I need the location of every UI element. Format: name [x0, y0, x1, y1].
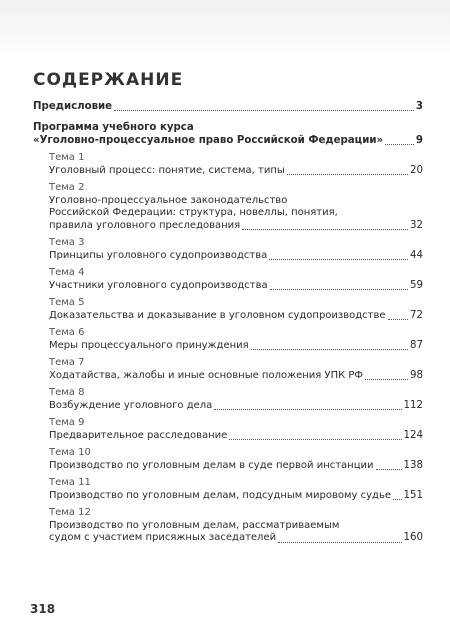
- program-page: 9: [415, 135, 423, 146]
- top-bleed-through: [0, 0, 450, 60]
- topic-title-line: Производство по уголовным делам, подсудным мировому судье: [49, 489, 392, 501]
- toc-entry-preface: [33, 100, 423, 113]
- topic-title-line: Принципы уголовного судопроизводства: [49, 249, 268, 261]
- topic-label: Тема 9: [49, 417, 85, 428]
- leader-dots: [270, 288, 408, 290]
- topic-title-line: Доказательства и доказывание в уголовном судопроизводстве: [49, 309, 386, 321]
- topic-page: 87: [410, 339, 423, 351]
- toc-entry-topic: [49, 152, 423, 177]
- toc-entry-topic: [49, 447, 423, 472]
- toc-entry-topic: [49, 237, 423, 262]
- topic-title-line: Меры процессуального принуждения: [49, 339, 249, 351]
- topic-label: Тема 6: [49, 327, 85, 338]
- leader-dots: [214, 408, 401, 410]
- topic-list: [33, 152, 423, 545]
- topic-title-line: Уголовный процесс: понятие, система, типы: [49, 164, 285, 176]
- topic-title-line: Предварительное расследование: [49, 429, 228, 441]
- toc-entry-topic: [49, 417, 423, 442]
- topic-label: Тема 7: [49, 357, 85, 368]
- topic-page: 98: [410, 369, 423, 381]
- page-number: 318: [30, 602, 56, 616]
- topic-title-line: Участники уголовного судопроизводства: [49, 279, 268, 291]
- topic-label: Тема 12: [49, 507, 91, 518]
- leader-dots: [376, 468, 402, 470]
- topic-title-line: судом с участием присяжных заседателей: [49, 532, 277, 543]
- topic-page: 138: [403, 459, 423, 471]
- topic-title-line: правила уголовного преследования: [49, 219, 241, 231]
- preface-title: Предисловие: [33, 101, 113, 112]
- toc-entry-topic: [49, 297, 423, 322]
- topic-label: Тема 10: [49, 447, 91, 458]
- toc-entry-topic: [49, 327, 423, 352]
- topic-page: 124: [403, 429, 423, 441]
- toc-entry-topic: [49, 507, 423, 545]
- topic-title-line: Российской Федерации: структура, новеллы, понятия,: [49, 207, 338, 218]
- topic-page: 44: [410, 249, 423, 261]
- leader-dots: [388, 318, 409, 320]
- leader-dots: [269, 258, 408, 260]
- topic-page: 59: [410, 279, 423, 291]
- program-line1: Программа учебного курса: [33, 122, 194, 133]
- leader-dots: [287, 173, 408, 175]
- leader-dots: [229, 438, 401, 440]
- topic-label: Тема 1: [49, 152, 85, 163]
- topic-label: Тема 11: [49, 477, 91, 488]
- topic-label: Тема 3: [49, 237, 85, 248]
- leader-dots: [385, 143, 414, 145]
- topic-page: 112: [403, 399, 423, 411]
- topic-page: 72: [410, 309, 423, 321]
- topic-title-line: Уголовно-процессуальное законодательство: [49, 194, 288, 206]
- toc-entry-topic: [49, 387, 423, 412]
- topic-page: 20: [410, 164, 423, 176]
- leader-dots: [278, 541, 401, 543]
- toc-entry-program: [33, 121, 423, 147]
- toc-entry-topic: [49, 357, 423, 382]
- leader-dots: [251, 348, 408, 350]
- topic-title-line: Производство по уголовным делам, рассматриваемым: [49, 519, 340, 531]
- topic-title-line: Возбуждение уголовного дела: [49, 399, 213, 411]
- topic-title-line: Ходатайства, жалобы и иные основные положения УПК РФ: [49, 369, 364, 381]
- table-of-contents: [33, 70, 423, 545]
- preface-page: 3: [415, 101, 423, 112]
- topic-page: 160: [403, 532, 423, 543]
- program-line2: «Уголовно-процессуальное право Российской Федерации»: [33, 135, 384, 146]
- topic-title-line: Производство по уголовным делам в суде первой инстанции: [49, 459, 374, 471]
- topic-label: Тема 5: [49, 297, 85, 308]
- topic-page: 151: [403, 489, 423, 501]
- leader-dots: [242, 228, 408, 230]
- toc-entry-topic: [49, 182, 423, 232]
- topic-page: 32: [410, 219, 423, 231]
- toc-heading: СОДЕРЖАНИЕ: [33, 70, 184, 90]
- leader-dots: [114, 109, 414, 111]
- toc-entry-topic: [49, 267, 423, 292]
- leader-dots: [365, 378, 408, 380]
- leader-dots: [393, 498, 402, 500]
- topic-label: Тема 8: [49, 387, 85, 398]
- topic-label: Тема 2: [49, 182, 85, 193]
- toc-entry-topic: [49, 477, 423, 502]
- topic-label: Тема 4: [49, 267, 85, 278]
